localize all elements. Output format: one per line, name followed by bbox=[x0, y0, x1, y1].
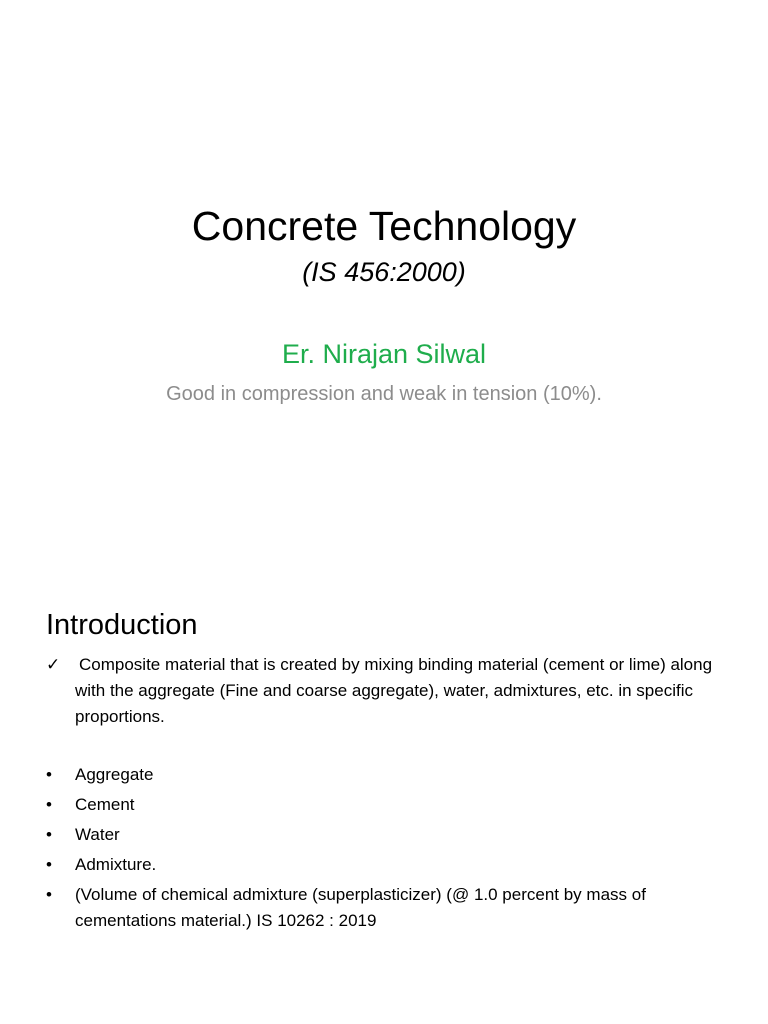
bullet-icon: • bbox=[46, 765, 52, 784]
bullet-item-cement bbox=[46, 792, 726, 818]
bullet-item-admixture bbox=[46, 852, 726, 878]
bullet-icon: • bbox=[46, 825, 52, 844]
tagline: Good in compression and weak in tension (10%). bbox=[166, 383, 602, 405]
bullet-text: Water bbox=[75, 825, 120, 844]
bullet-item-water bbox=[46, 822, 726, 848]
introduction-heading: Introduction bbox=[46, 609, 198, 641]
check-list-item bbox=[46, 652, 726, 730]
check-item-text: Composite material that is created by mixing binding material (cement or lime) along with the aggregate (Fine and coarse aggregate), water, admixtures, etc. in specific proportions. bbox=[75, 655, 713, 726]
bullet-text: (Volume of chemical admixture (superplasticizer) (@ 1.0 percent by mass of cementations material.) IS 10262 : 2019 bbox=[75, 885, 646, 930]
bullet-item-volume-note bbox=[46, 882, 726, 934]
slide-subtitle: (IS 456:2000) bbox=[302, 257, 466, 287]
bullet-icon: • bbox=[46, 795, 52, 814]
bullet-list bbox=[46, 762, 726, 938]
bullet-text: Admixture. bbox=[75, 855, 157, 874]
bullet-icon: • bbox=[46, 855, 52, 874]
author-name: Er. Nirajan Silwal bbox=[281, 339, 487, 369]
bullet-item-aggregate bbox=[46, 762, 726, 788]
slide-title: Concrete Technology bbox=[191, 203, 577, 249]
bullet-text: Cement bbox=[75, 795, 135, 814]
checkmark-icon: ✓ bbox=[46, 655, 61, 675]
bullet-text: Aggregate bbox=[75, 765, 154, 784]
bullet-icon: • bbox=[46, 885, 52, 904]
